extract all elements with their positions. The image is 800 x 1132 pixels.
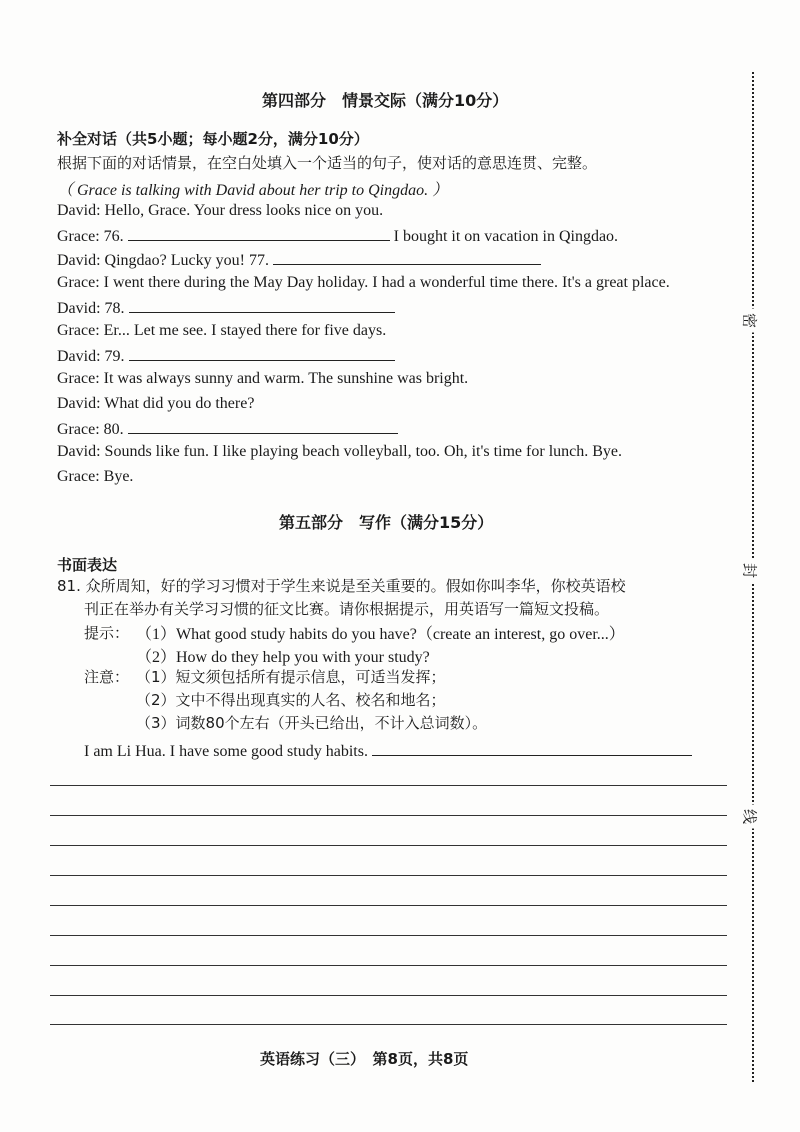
hint-2: （2）How do they help you with your study? — [136, 649, 430, 666]
note-3: （3）词数80个左右（开头已给出，不计入总词数）。 — [136, 714, 488, 732]
part5-subheading: 书面表达 — [57, 556, 118, 574]
essay-first-line-blank[interactable] — [372, 741, 692, 756]
writing-line[interactable] — [50, 785, 727, 786]
question-81-line2: 刊正在举办有关学习习惯的征文比赛。请你根据提示，用英语写一篇短文投稿。 — [84, 600, 610, 618]
answer-blank-76[interactable] — [128, 226, 390, 241]
hint-1: （1）What good study habits do you have?（create an interest, go over...） — [136, 626, 625, 643]
margin-mark-seal: 密 — [740, 309, 761, 333]
margin-mark-envelope: 封 — [740, 559, 761, 583]
note-2: （2）文中不得出现真实的人名、校名和地名； — [136, 691, 446, 709]
writing-line[interactable] — [50, 845, 727, 846]
writing-line[interactable] — [50, 935, 727, 936]
answer-blank-77[interactable] — [273, 250, 541, 265]
writing-line[interactable] — [50, 1024, 727, 1025]
dialogue-context: （ Grace is talking with David about her trip to Qingdao. ） — [57, 182, 449, 199]
dialogue-line: David: Hello, Grace. Your dress looks nice on you. — [57, 202, 384, 219]
dialogue-line: David: Sounds like fun. I like playing beach volleyball, too. Oh, it's time for lunch. Bye. — [57, 443, 623, 460]
dialogue-line: Grace: Er... Let me see. I stayed there for five days. — [57, 322, 387, 339]
dialogue-line: David: What did you do there? — [57, 395, 255, 412]
dialogue-line: Grace: 76. I bought it on vacation in Qingdao. — [57, 228, 619, 245]
dialogue-line: David: 79. — [57, 346, 395, 366]
answer-blank-78[interactable] — [129, 298, 395, 313]
writing-line[interactable] — [50, 995, 727, 996]
page-footer: 英语练习（三） 第8页，共8页 — [260, 1050, 469, 1068]
writing-line[interactable] — [50, 875, 727, 876]
question-81-line1: 81. 众所周知，好的学习习惯对于学生来说是至关重要的。假如你叫李华，你校英语校 — [57, 577, 626, 595]
note-label: 注意： — [84, 668, 130, 686]
part4-subheading: 补全对话（共5小题；每小题2分，满分10分） — [57, 130, 369, 148]
answer-blank-79[interactable] — [129, 346, 395, 361]
dialogue-line: Grace: 80. — [57, 419, 398, 439]
dialogue-line: David: 78. — [57, 298, 395, 318]
part4-title: 第四部分 情景交际（满分10分） — [262, 91, 509, 110]
writing-line[interactable] — [50, 905, 727, 906]
essay-starter: I am Li Hua. I have some good study habits. — [84, 741, 692, 761]
part4-instruction: 根据下面的对话情景，在空白处填入一个适当的句子，使对话的意思连贯、完整。 — [57, 154, 598, 172]
dialogue-line: David: Qingdao? Lucky you! 77. — [57, 250, 541, 270]
dialogue-line: Grace: I went there during the May Day holiday. I had a wonderful time there. It's a great place. — [57, 274, 670, 291]
note-1: （1）短文须包括所有提示信息，可适当发挥； — [136, 668, 446, 686]
part5-title: 第五部分 写作（满分15分） — [279, 513, 494, 532]
writing-line[interactable] — [50, 815, 727, 816]
dialogue-line: Grace: It was always sunny and warm. The sunshine was bright. — [57, 370, 469, 387]
answer-blank-80[interactable] — [128, 419, 398, 434]
dialogue-line: Grace: Bye. — [57, 468, 134, 485]
margin-mark-line: 线 — [740, 805, 761, 829]
hint-label: 提示： — [84, 624, 130, 642]
writing-line[interactable] — [50, 965, 727, 966]
